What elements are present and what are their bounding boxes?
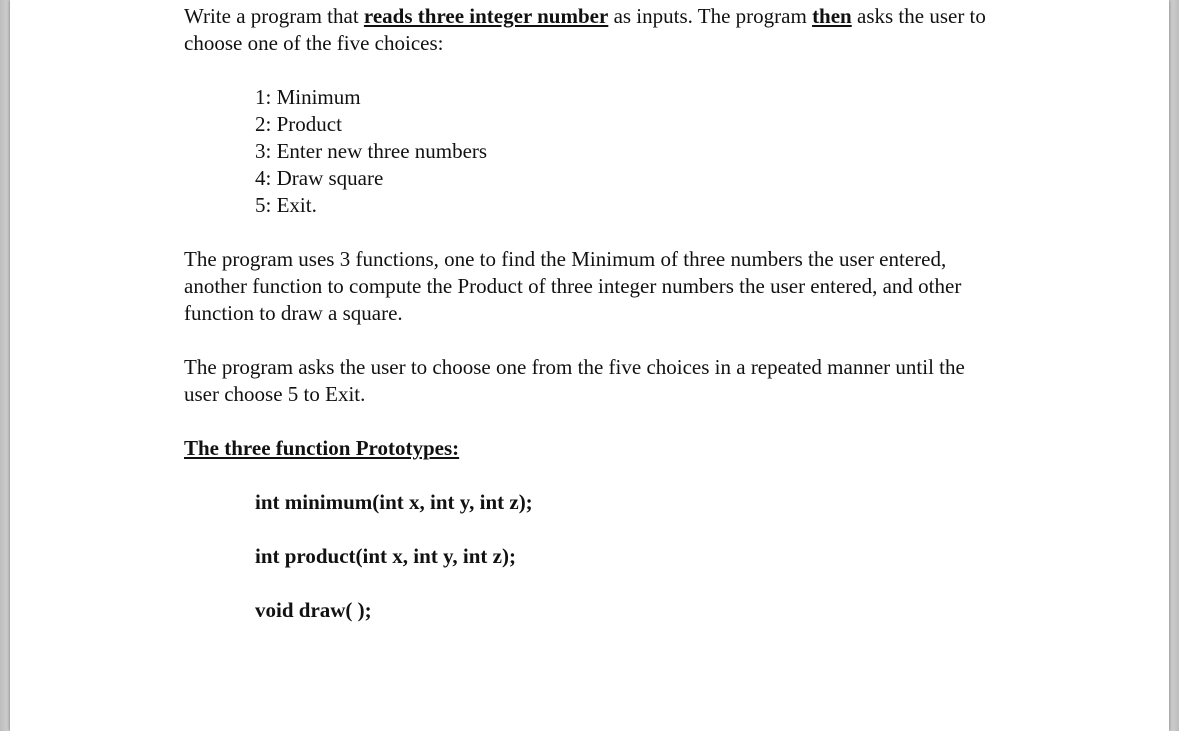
prototype-minimum: int minimum(int x, int y, int z); xyxy=(255,490,533,514)
document-page xyxy=(10,0,1169,731)
intro-text-1: Write a program that xyxy=(184,4,364,28)
intro-paragraph xyxy=(184,3,1004,57)
prototype-draw: void draw( ); xyxy=(255,598,372,622)
choices-list xyxy=(184,84,1004,219)
intro-emphasis-reads: reads three integer number xyxy=(363,4,609,28)
intro-emphasis-then: then xyxy=(812,4,852,28)
document-content xyxy=(184,3,1004,651)
loop-paragraph: The program asks the user to choose one from the five choices in a repeated manner until the user choose 5 to Exit. xyxy=(184,355,965,406)
prototype-product: int product(int x, int y, int z); xyxy=(255,544,516,568)
prototypes-heading: The three function Prototypes: xyxy=(184,436,460,460)
intro-text-3: asks the user to choose one of the five choices: xyxy=(184,4,986,55)
choice-item-exit: 5: Exit. xyxy=(255,193,317,217)
choice-item-product: 2: Product xyxy=(255,112,342,136)
choice-item-enter-numbers: 3: Enter new three numbers xyxy=(255,139,488,163)
choice-item-minimum: 1: Minimum xyxy=(255,85,361,109)
choice-item-draw-square: 4: Draw square xyxy=(255,166,384,190)
functions-paragraph: The program uses 3 functions, one to find the Minimum of three numbers the user entered, another function to compute the Product of three integer numbers the user entered, and other function to draw a square. xyxy=(184,247,962,325)
intro-text-2: as inputs. The program xyxy=(608,4,813,28)
